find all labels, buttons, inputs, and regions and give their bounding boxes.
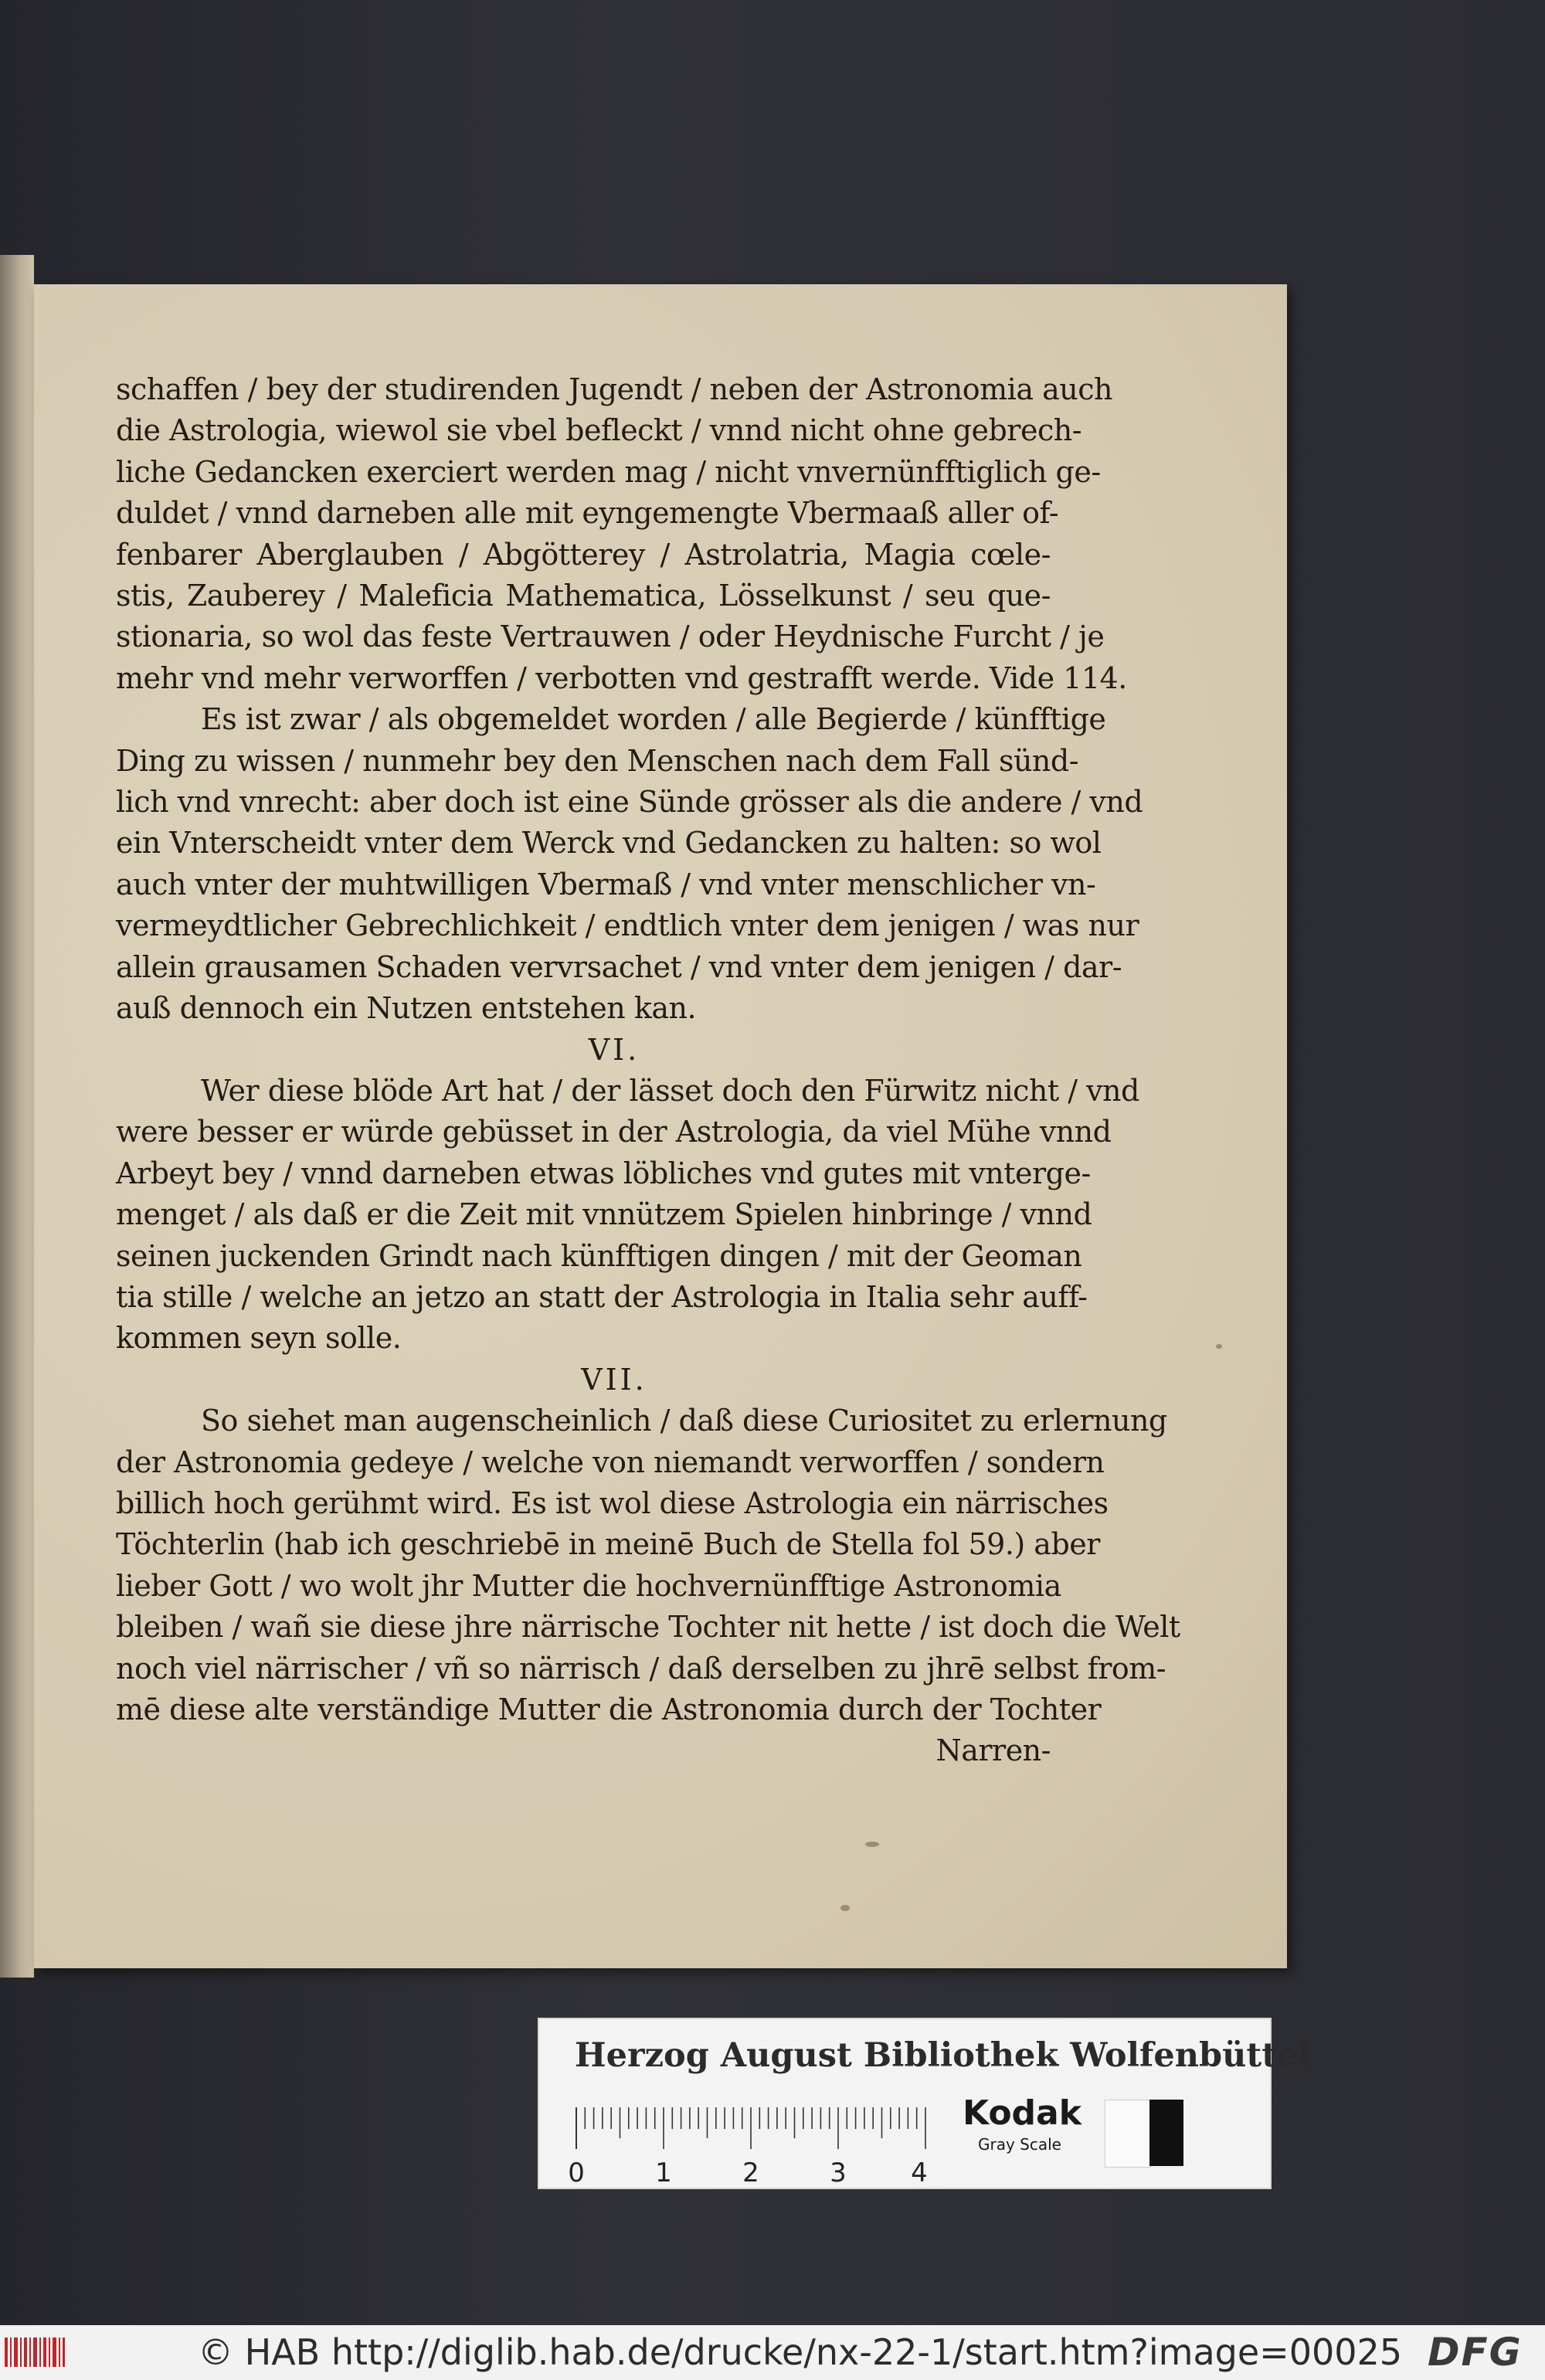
ruler-number: 0 bbox=[568, 2158, 585, 2188]
catchword: Narren- bbox=[935, 1733, 1051, 1768]
white-swatch bbox=[1105, 2100, 1151, 2168]
text-line: allein grausamen Schaden vervrsachet / vnd vnter dem jenigen / dar- bbox=[116, 949, 1122, 984]
text-line: auß dennoch ein Nutzen entstehen kan. bbox=[116, 991, 697, 1026]
ruler-number: 3 bbox=[830, 2158, 847, 2188]
text-line: der Astronomia gedeye / welche von niemandt verworffen / sondern bbox=[116, 1445, 1105, 1479]
copyright-url[interactable]: © HAB http://diglib.hab.de/drucke/nx-22-1/start.htm?image=00025 bbox=[198, 2331, 1403, 2373]
text-line: die Astrologia, wiewol sie vbel befleckt / vnnd nicht ohne gebrech- bbox=[116, 413, 1082, 448]
text-line: were besser er würde gebüsset in der Astrologia, da viel Mühe vnnd bbox=[116, 1115, 1112, 1149]
gray-scale-label: Gray Scale bbox=[978, 2135, 1061, 2154]
ruler-number: 4 bbox=[911, 2158, 928, 2188]
text-line: noch viel närrischer / vñ so närrisch / daß derselben zu jhrē selbst from- bbox=[116, 1651, 1166, 1686]
text-line: billich hoch gerühmt wird. Es ist wol diese Astrologia ein närrisches bbox=[116, 1485, 1109, 1520]
text-line: fenbarer Aberglauben / Abgötterey / Astrolatria, Magia cœle- bbox=[116, 537, 1051, 572]
kodak-brand: Kodak bbox=[963, 2093, 1082, 2133]
text-line: tia stille / welche an jetzo an statt der Astrologia in Italia sehr auff- bbox=[116, 1279, 1088, 1314]
text-line: lich vnd vnrecht: aber doch ist eine Sünde grösser als die andere / vnd bbox=[116, 785, 1143, 820]
text-line: lieber Gott / wo wolt jhr Mutter die hochvernünfftige Astronomia bbox=[116, 1568, 1061, 1603]
footer-bar bbox=[0, 2325, 1545, 2380]
text-line: seinen juckenden Grindt nach künfftigen dingen / mit der Geoman bbox=[116, 1238, 1082, 1273]
text-line: mē diese alte verständige Mutter die Astronomia durch der Tochter bbox=[116, 1692, 1102, 1726]
paper-speck bbox=[1216, 1344, 1222, 1349]
text-line: vermeydtlicher Gebrechlichkeit / endtlich vnter dem jenigen / was nur bbox=[116, 908, 1139, 943]
text-line: schaffen / bey der studirenden Jugendt / neben der Astronomia auch bbox=[116, 372, 1112, 406]
text-line: bleiben / wañ sie diese jhre närrische Tochter nit hette / ist doch die Welt bbox=[116, 1610, 1180, 1645]
ruler-number: 2 bbox=[742, 2158, 759, 2188]
text-line: Arbeyt bey / vnnd darneben etwas löbliches vnd gutes mit vnterge- bbox=[116, 1156, 1091, 1190]
text-line: duldet / vnnd darneben alle mit eyngemengte Vbermaaß aller of- bbox=[116, 496, 1059, 531]
black-swatch bbox=[1149, 2100, 1183, 2166]
book-edge bbox=[0, 255, 34, 1978]
ruler bbox=[568, 2104, 932, 2189]
text-line: liche Gedancken exerciert werden mag / nicht vnvernünfftiglich ge- bbox=[116, 454, 1101, 489]
paper-speck bbox=[840, 1905, 850, 1911]
color-calibration-card bbox=[538, 2018, 1311, 2189]
text-line: stis, Zauberey / Maleficia Mathematica, Lösselkunst / seu que- bbox=[116, 579, 1051, 613]
dfg-logo: DFG bbox=[1428, 2330, 1523, 2375]
text-line: Töchterlin (hab ich geschriebē in meinē Buch de Stella fol 59.) aber bbox=[116, 1527, 1100, 1562]
text-line: Es ist zwar / als obgemeldet worden / alle Begierde / künfftige bbox=[201, 702, 1106, 737]
text-line: kommen seyn solle. bbox=[116, 1321, 402, 1356]
text-line: Ding zu wissen / nunmehr bey den Menschen nach dem Fall sünd- bbox=[116, 743, 1079, 778]
section-heading: VI. bbox=[588, 1032, 640, 1067]
text-line: stionaria, so wol das feste Vertrauwen / oder Heydnische Furcht / je bbox=[116, 620, 1105, 654]
section-heading: VII. bbox=[581, 1362, 647, 1397]
text-line: So siehet man augenscheinlich / daß diese Curiositet zu erlernung bbox=[201, 1404, 1167, 1438]
ruler-number: 1 bbox=[655, 2158, 672, 2188]
text-line: mehr vnd mehr verworffen / verbotten vnd gestrafft werde. Vide 114. bbox=[116, 660, 1127, 695]
text-line: ein Vnterscheidt vnter dem Werck vnd Gedancken zu halten: so wol bbox=[116, 826, 1102, 861]
page-text bbox=[116, 369, 1180, 1772]
barcode-icon bbox=[2, 2333, 68, 2372]
text-line: auch vnter der muhtwilligen Vbermaß / vnd vnter menschlicher vn- bbox=[116, 867, 1096, 901]
text-line: Wer diese blöde Art hat / der lässet doch den Fürwitz nicht / vnd bbox=[201, 1073, 1139, 1108]
paper-speck bbox=[865, 1842, 879, 1847]
library-name: Herzog August Bibliothek Wolfenbüttel bbox=[575, 2036, 1311, 2075]
text-line: menget / als daß er die Zeit mit vnnützem Spielen hinbringe / vnnd bbox=[116, 1197, 1092, 1232]
